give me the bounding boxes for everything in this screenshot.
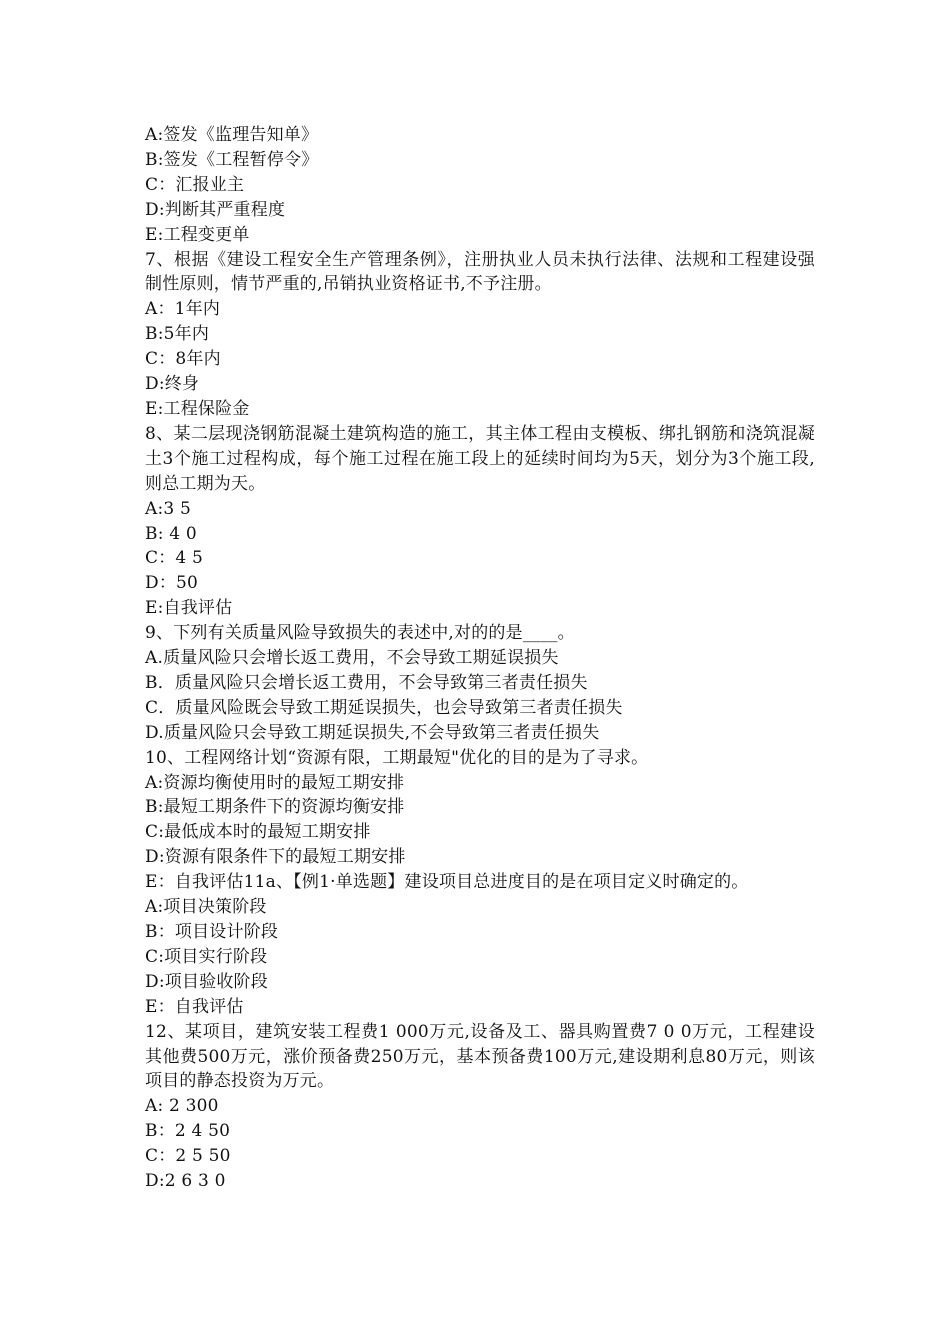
option-e-q8: E:自我评估 <box>145 598 233 619</box>
question-7: 7、根据《建设工程安全生产管理条例》，注册执业人员未执行法律、法规和工程建设强制性原则，情节严重的,吊销执业资格证书,不予注册。 <box>145 249 815 295</box>
option-d-q8: D：50 <box>145 573 199 594</box>
option-b-q6: B:签发《工程暂停令》 <box>145 149 319 170</box>
question-text-block <box>145 123 815 1194</box>
option-a-q8: A:3 5 <box>145 498 192 519</box>
option-d-q10: D:资源有限条件下的最短工期安排 <box>145 847 406 868</box>
option-b-q9: B．质量风险只会增长返工费用，不会导致第三者责任损失 <box>145 672 588 693</box>
question-9: 9、下列有关质量风险导致损失的表述中,对的的是____。 <box>145 623 575 644</box>
option-c-q6: C：汇报业主 <box>145 174 245 195</box>
option-d-q12: D:2 6 3 0 <box>145 1171 226 1192</box>
option-c-q12: C：2 5 50 <box>145 1146 231 1167</box>
question-8: 8、某二层现浇钢筋混凝土建筑构造的施工，其主体工程由支模板、绑扎钢筋和浇筑混凝土3个施工过程构成，每个施工过程在施工段上的延续时间均为5天，划分为3个施工段,则总工期为天。 <box>145 423 815 494</box>
option-c-q10: C:最低成本时的最短工期安排 <box>145 822 371 843</box>
option-c-q8: C：4 5 <box>145 548 204 569</box>
option-b-q12: B：2 4 50 <box>145 1121 231 1142</box>
question-12: 12、某项目，建筑安装工程费1 000万元,设备及工、器具购置费7 0 0万元，工程建设其他费500万元，涨价预备费250万元，基本预备费100万元,建设期利息80万元，则该项目的静态投资为万元。 <box>145 1021 815 1092</box>
option-d-q9: D.质量风险只会导致工期延误损失,不会导致第三者责任损失 <box>145 722 600 743</box>
option-a-q7: A：1年内 <box>145 299 221 320</box>
question-11: E：自我评估11a、【例1·单选题】建设项目总进度目的是在项目定义时确定的。 <box>145 872 749 893</box>
option-d-q11: D:项目验收阶段 <box>145 971 268 992</box>
option-b-q11: B：项目设计阶段 <box>145 922 279 942</box>
option-b-q10: B:最短工期条件下的资源均衡安排 <box>145 797 405 818</box>
option-a-q12: A: 2 300 <box>145 1096 219 1117</box>
question-10: 10、工程网络计划“资源有限，工期最短"优化的目的是为了寻求。 <box>145 747 649 768</box>
option-e-q11: E：自我评估 <box>145 996 244 1017</box>
option-a-q11: A:项目决策阶段 <box>145 897 267 918</box>
option-c-q11: C:项目实行阶段 <box>145 946 268 967</box>
option-c-q7: C：8年内 <box>145 349 221 370</box>
option-a-q6: A:签发《监理告知单》 <box>145 125 319 145</box>
option-d-q7: D:终身 <box>145 374 200 395</box>
option-a-q10: A:资源均衡使用时的最短工期安排 <box>145 772 405 793</box>
option-e-q6: E:工程变更单 <box>145 224 250 245</box>
option-e-q7: E:工程保险金 <box>145 398 250 419</box>
option-c-q9: C．质量风险既会导致工期延误损失，也会导致第三者责任损失 <box>145 697 623 718</box>
option-d-q6: D:判断其严重程度 <box>145 199 286 220</box>
option-a-q9: A.质量风险只会增长返工费用，不会导致工期延误损失 <box>145 648 559 669</box>
option-b-q8: B: 4 0 <box>145 523 197 544</box>
option-b-q7: B:5年内 <box>145 324 210 345</box>
